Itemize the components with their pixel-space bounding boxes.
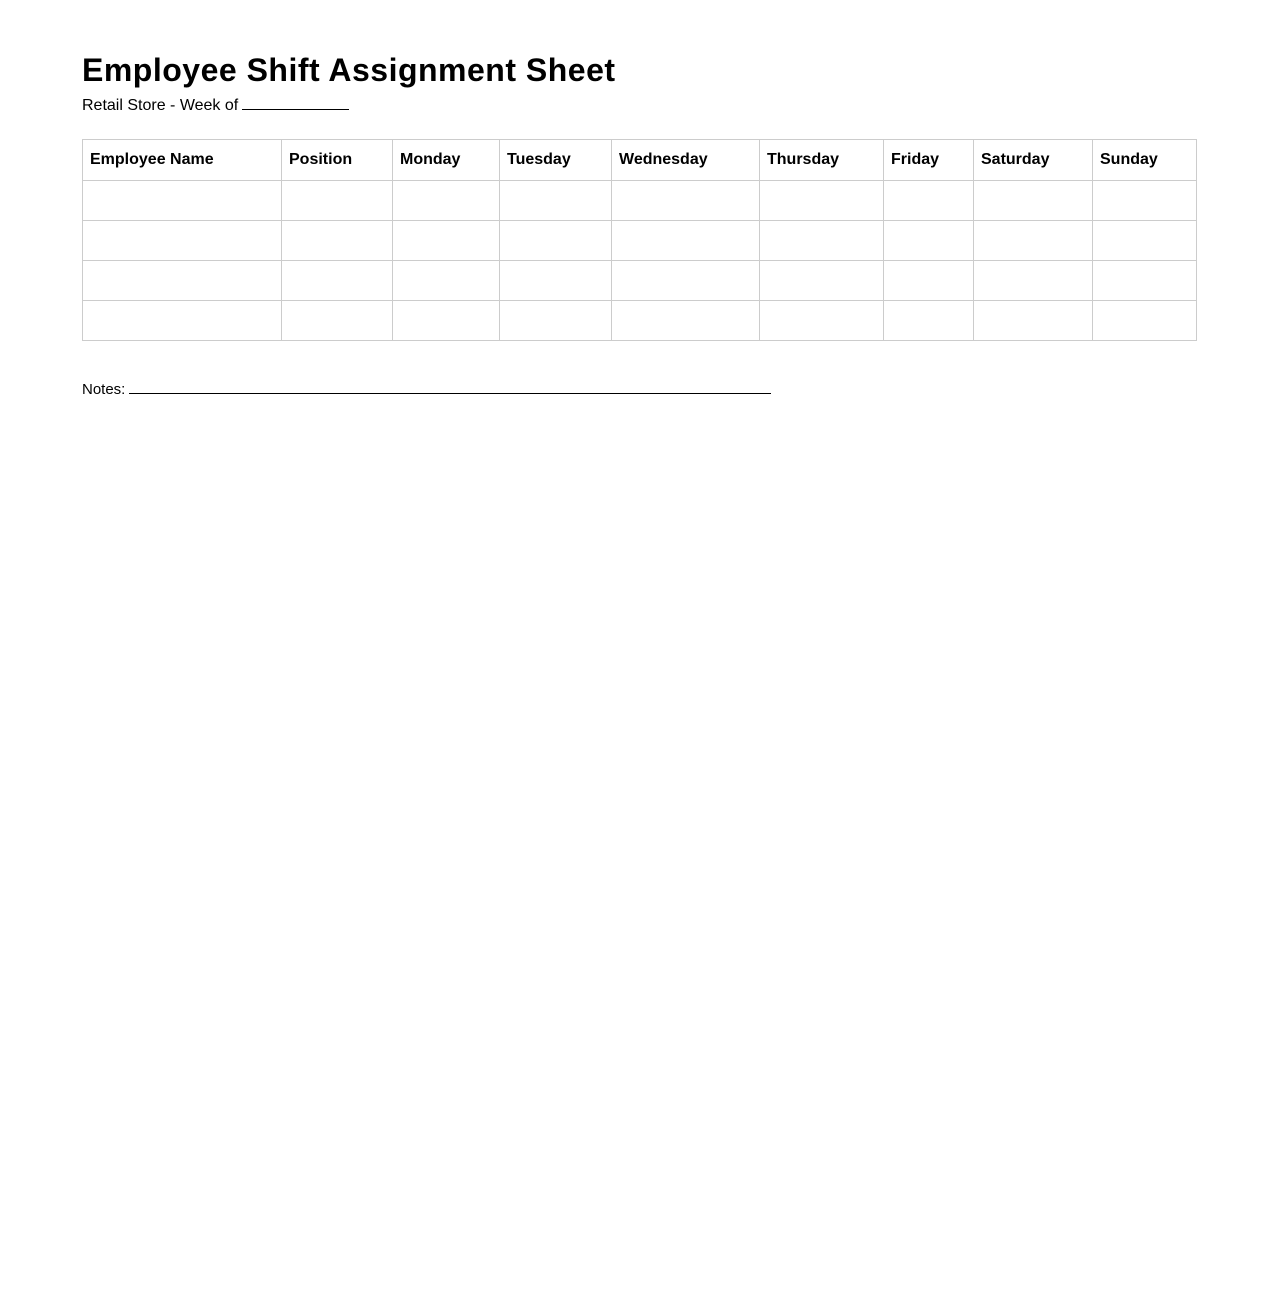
table-cell[interactable] [393, 181, 500, 221]
week-of-blank-line [242, 95, 349, 110]
table-cell[interactable] [760, 221, 884, 261]
table-cell[interactable] [500, 261, 612, 301]
table-cell[interactable] [83, 221, 282, 261]
table-cell[interactable] [760, 181, 884, 221]
table-cell[interactable] [884, 221, 974, 261]
page-title: Employee Shift Assignment Sheet [82, 52, 616, 88]
table-cell[interactable] [282, 261, 393, 301]
column-header-position: Position [282, 140, 393, 181]
table-cell[interactable] [612, 221, 760, 261]
table-cell[interactable] [282, 181, 393, 221]
table-cell[interactable] [612, 261, 760, 301]
table-cell[interactable] [282, 301, 393, 341]
table-cell[interactable] [974, 181, 1093, 221]
table-cell[interactable] [974, 261, 1093, 301]
table-cell[interactable] [500, 221, 612, 261]
table-cell[interactable] [760, 261, 884, 301]
table-cell[interactable] [1093, 301, 1197, 341]
shift-table [82, 139, 1197, 341]
table-cell[interactable] [83, 261, 282, 301]
table-cell[interactable] [1093, 221, 1197, 261]
table-cell[interactable] [393, 221, 500, 261]
table-row [83, 301, 1197, 341]
notes-label: Notes: [82, 381, 126, 398]
subtitle-label: Retail Store - Week of [82, 97, 239, 114]
table-cell[interactable] [612, 301, 760, 341]
column-header-monday: Monday [393, 140, 500, 181]
column-header-saturday: Saturday [974, 140, 1093, 181]
column-header-wednesday: Wednesday [612, 140, 760, 181]
table-cell[interactable] [83, 181, 282, 221]
table-row [83, 261, 1197, 301]
column-header-employee-name: Employee Name [83, 140, 282, 181]
shift-table-body [83, 181, 1197, 341]
table-cell[interactable] [500, 301, 612, 341]
table-row [83, 221, 1197, 261]
table-row [83, 181, 1197, 221]
table-cell[interactable] [393, 301, 500, 341]
table-cell[interactable] [500, 181, 612, 221]
column-header-sunday: Sunday [1093, 140, 1197, 181]
table-cell[interactable] [760, 301, 884, 341]
table-header-row [83, 140, 1197, 181]
table-cell[interactable] [83, 301, 282, 341]
table-cell[interactable] [974, 301, 1093, 341]
table-cell[interactable] [282, 221, 393, 261]
column-header-friday: Friday [884, 140, 974, 181]
table-cell[interactable] [884, 181, 974, 221]
table-cell[interactable] [974, 221, 1093, 261]
notes-blank-line [129, 378, 771, 394]
table-cell[interactable] [1093, 181, 1197, 221]
column-header-tuesday: Tuesday [500, 140, 612, 181]
table-cell[interactable] [1093, 261, 1197, 301]
table-cell[interactable] [612, 181, 760, 221]
table-cell[interactable] [393, 261, 500, 301]
table-cell[interactable] [884, 261, 974, 301]
table-cell[interactable] [884, 301, 974, 341]
subtitle [82, 95, 349, 116]
column-header-thursday: Thursday [760, 140, 884, 181]
notes-section [82, 378, 771, 400]
